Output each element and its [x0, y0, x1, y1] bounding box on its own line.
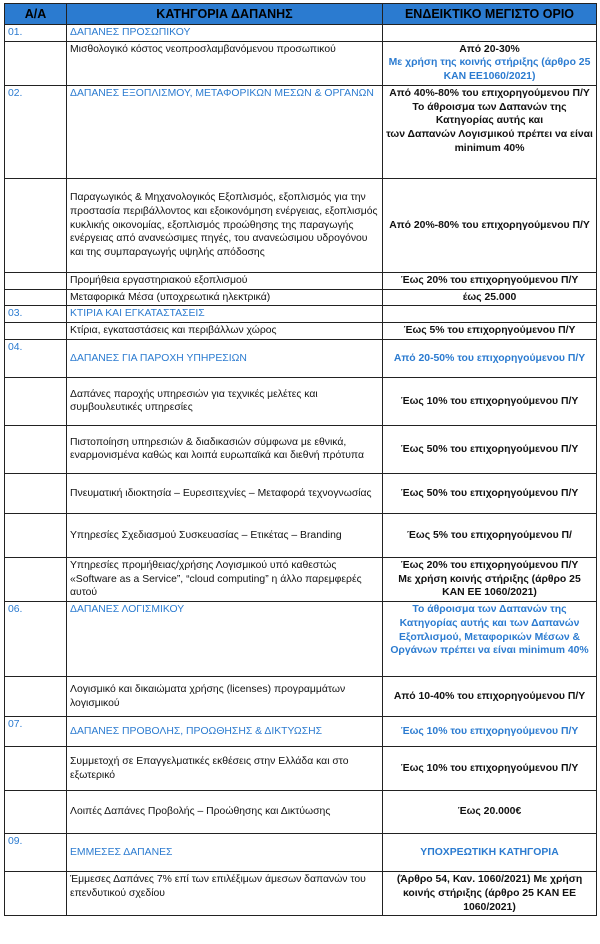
limit-cell	[383, 557, 597, 601]
category-title: ΔΑΠΑΝΕΣ ΠΡΟΣΩΠΙΚΟΥ	[67, 25, 383, 42]
category-title: ΚΤΙΡΙΑ ΚΑΙ ΕΓΚΑΤΑΣΤΑΣΕΙΣ	[67, 306, 383, 323]
row-code	[5, 872, 67, 916]
category-title: ΕΜΜΕΣΕΣ ΔΑΠΑΝΕΣ	[67, 834, 383, 872]
table-row	[5, 872, 597, 916]
row-code: 04.	[5, 339, 67, 377]
table-row	[5, 791, 597, 834]
table-row	[5, 834, 597, 872]
expense-categories-table	[4, 3, 597, 916]
limit-text: Έως 20% του επιχορηγούμενου Π/Υ	[400, 274, 579, 286]
limit-text: Έως 5% του επιχορηγούμενου Π/	[407, 529, 572, 541]
limit-cell	[383, 791, 597, 834]
limit-cell	[383, 85, 597, 178]
limit-cell	[383, 872, 597, 916]
table-row	[5, 339, 597, 377]
table-row	[5, 473, 597, 513]
limit-cell	[383, 717, 597, 747]
table-row	[5, 85, 597, 178]
limit-text: Το άθροισμα των Δαπανών της Κατηγορίας αυτής και των Δαπανών Εξοπλισμού, Μεταφορικών Μέσων & Οργάνων πρέπει να είναι minimum 40%	[390, 604, 589, 657]
limit-text: (Άρθρο 54, Καν. 1060/2021) Με χρήση κοινής στήριξης (άρθρο 25 ΚΑΝ ΕΕ 1060/2021)	[396, 874, 583, 913]
table-row	[5, 717, 597, 747]
limit-cell	[383, 473, 597, 513]
category-item: Δαπάνες παροχής υπηρεσιών για τεχνικές μελέτες και συμβουλευτικές υπηρεσίες	[67, 377, 383, 425]
limit-text: Από 20-30%	[459, 43, 520, 55]
category-item: Υπηρεσίες Σχεδιασμού Συσκευασίας – Ετικέτας – Branding	[67, 513, 383, 557]
limit-text: Έως 10% του επιχορηγούμενου Π/Υ	[400, 725, 579, 737]
row-code: 01.	[5, 25, 67, 42]
row-code	[5, 178, 67, 272]
category-item: Πιστοποίηση υπηρεσιών & διαδικασιών σύμφωνα με εθνικά, εναρμονισμένα καθώς και λοιπά ευρωπαϊκά και διεθνή πρότυπα	[67, 425, 383, 473]
row-code: 03.	[5, 306, 67, 323]
category-item: Πνευματική ιδιοκτησία – Ευρεσιτεχνίες – Μεταφορά τεχνογνωσίας	[67, 473, 383, 513]
limit-text: Από 10-40% του επιχορηγούμενου Π/Υ	[393, 690, 586, 702]
row-code	[5, 747, 67, 791]
limit-cell	[383, 306, 597, 323]
row-code: 02.	[5, 85, 67, 178]
row-code	[5, 473, 67, 513]
limit-text: Έως 10% του επιχορηγούμενου Π/Υ	[400, 762, 579, 774]
row-code	[5, 289, 67, 306]
header-limit: ΕΝΔΕΙΚΤΙΚΟ ΜΕΓΙΣΤΟ ΟΡΙΟ	[383, 4, 597, 25]
table-row	[5, 747, 597, 791]
row-code: 09.	[5, 834, 67, 872]
row-code	[5, 425, 67, 473]
table-header-row	[5, 4, 597, 25]
limit-cell	[383, 41, 597, 85]
expense-table-sheet	[0, 3, 600, 944]
row-code: 07.	[5, 717, 67, 747]
category-item: Λοιπές Δαπάνες Προβολής – Προώθησης και Δικτύωσης	[67, 791, 383, 834]
category-item: Προμήθεια εργαστηριακού εξοπλισμού	[67, 272, 383, 289]
row-code	[5, 677, 67, 717]
table-row	[5, 377, 597, 425]
limit-text: Έως 20.000€	[457, 806, 522, 818]
table-body	[5, 25, 597, 916]
table-row	[5, 306, 597, 323]
category-item: Παραγωγικός & Μηχανολογικός Εξοπλισμός, εξοπλισμός για την προστασία περιβάλλοντος και εξοικονόμηση ενέργειας, εξοπλισμός κυκλικής οικονομίας, εξοπλισμός προώθησης της παραγωγής ενέργειας από ανανεώσιμες πηγές, του ανανεώσιμου υδρογόνου και της συμπαραγωγής υψηλής απόδοσης	[67, 178, 383, 272]
limit-text: Από 40%-80% του επιχορηγούμενου Π/Υ	[389, 87, 590, 99]
header-aa: Α/Α	[5, 4, 67, 25]
limit-cell	[383, 747, 597, 791]
table-row	[5, 677, 597, 717]
category-item: Κτίρια, εγκαταστάσεις και περιβάλλων χώρος	[67, 323, 383, 340]
limit-text: Με χρήση της κοινής στήριξης (άρθρο 25 ΚΑΝ ΕΕ1060/2021)	[388, 57, 591, 83]
category-item: Υπηρεσίες προμήθειας/χρήσης Λογισμικού υπό καθεστώς «Software as a Service”, “cloud computing” η άλλο παρεμφερές αυτού	[67, 557, 383, 601]
category-title: ΔΑΠΑΝΕΣ ΓΙΑ ΠΑΡΟΧΗ ΥΠΗΡΕΣΙΩΝ	[67, 339, 383, 377]
category-title: ΔΑΠΑΝΕΣ ΛΟΓΙΣΜΙΚΟΥ	[67, 602, 383, 677]
category-item: Μεταφορικά Μέσα (υποχρεωτικά ηλεκτρικά)	[67, 289, 383, 306]
category-item: Συμμετοχή σε Επαγγελματικές εκθέσεις στην Ελλάδα και στο εξωτερικό	[67, 747, 383, 791]
table-row	[5, 41, 597, 85]
table-row	[5, 25, 597, 42]
limit-cell	[383, 513, 597, 557]
table-row	[5, 602, 597, 677]
limit-text: Από 20%-80% του επιχορηγούμενου Π/Υ	[389, 219, 590, 231]
limit-cell	[383, 425, 597, 473]
limit-cell	[383, 377, 597, 425]
limit-cell	[383, 834, 597, 872]
category-title: ΔΑΠΑΝΕΣ ΠΡΟΒΟΛΗΣ, ΠΡΟΩΘΗΣΗΣ & ΔΙΚΤΥΩΣΗΣ	[67, 717, 383, 747]
limit-cell	[383, 25, 597, 42]
row-code	[5, 557, 67, 601]
row-code	[5, 323, 67, 340]
limit-cell	[383, 677, 597, 717]
table-row	[5, 178, 597, 272]
limit-text: Έως 50% του επιχορηγούμενου Π/Υ	[400, 487, 579, 499]
header-category: ΚΑΤΗΓΟΡΙΑ ΔΑΠΑΝΗΣ	[67, 4, 383, 25]
row-code: 06.	[5, 602, 67, 677]
limit-text: έως 25.000	[462, 291, 517, 303]
limit-cell	[383, 339, 597, 377]
limit-text: των Δαπανών Λογισμικού πρέπει να είναι minimum 40%	[386, 129, 593, 154]
limit-text: Το άθροισμα των Δαπανών της Κατηγορίας αυτής και	[412, 101, 567, 127]
table-row	[5, 513, 597, 557]
row-code	[5, 791, 67, 834]
limit-cell	[383, 289, 597, 306]
table-row	[5, 272, 597, 289]
limit-text: Έως 50% του επιχορηγούμενου Π/Υ	[400, 443, 579, 455]
limit-text: Από 20-50% του επιχορηγούμενου Π/Υ	[393, 352, 586, 364]
table-row	[5, 425, 597, 473]
row-code	[5, 272, 67, 289]
category-title: ΔΑΠΑΝΕΣ ΕΞΟΠΛΙΣΜΟΥ, ΜΕΤΑΦΟΡΙΚΩΝ ΜΕΣΩΝ & ΟΡΓΑΝΩΝ	[67, 85, 383, 178]
table-row	[5, 557, 597, 601]
row-code	[5, 513, 67, 557]
table-row	[5, 289, 597, 306]
limit-text: Έως 10% του επιχορηγούμενου Π/Υ	[400, 395, 579, 407]
category-item: Μισθολογικό κόστος νεοπροσλαμβανόμενου προσωπικού	[67, 41, 383, 85]
limit-text: ΥΠΟΧΡΕΩΤΙΚΗ ΚΑΤΗΓΟΡΙΑ	[420, 846, 559, 858]
table-row	[5, 323, 597, 340]
limit-text: Έως 5% του επιχορηγούμενου Π/Υ	[403, 325, 576, 337]
limit-cell	[383, 272, 597, 289]
limit-cell	[383, 602, 597, 677]
limit-cell	[383, 178, 597, 272]
category-item: Έμμεσες Δαπάνες 7% επί των επιλέξιμων άμεσων δαπανών του επενδυτικού σχεδίου	[67, 872, 383, 916]
limit-text: Με χρήση κοινής στήριξης (άρθρο 25 ΚΑΝ ΕΕ 1060/2021)	[398, 573, 581, 599]
limit-text: Έως 20% του επιχορηγούμενου Π/Υ	[400, 559, 579, 571]
limit-cell	[383, 323, 597, 340]
category-item: Λογισμικό και δικαιώματα χρήσης (licenses) προγραμμάτων λογισμικού	[67, 677, 383, 717]
row-code	[5, 377, 67, 425]
row-code	[5, 41, 67, 85]
